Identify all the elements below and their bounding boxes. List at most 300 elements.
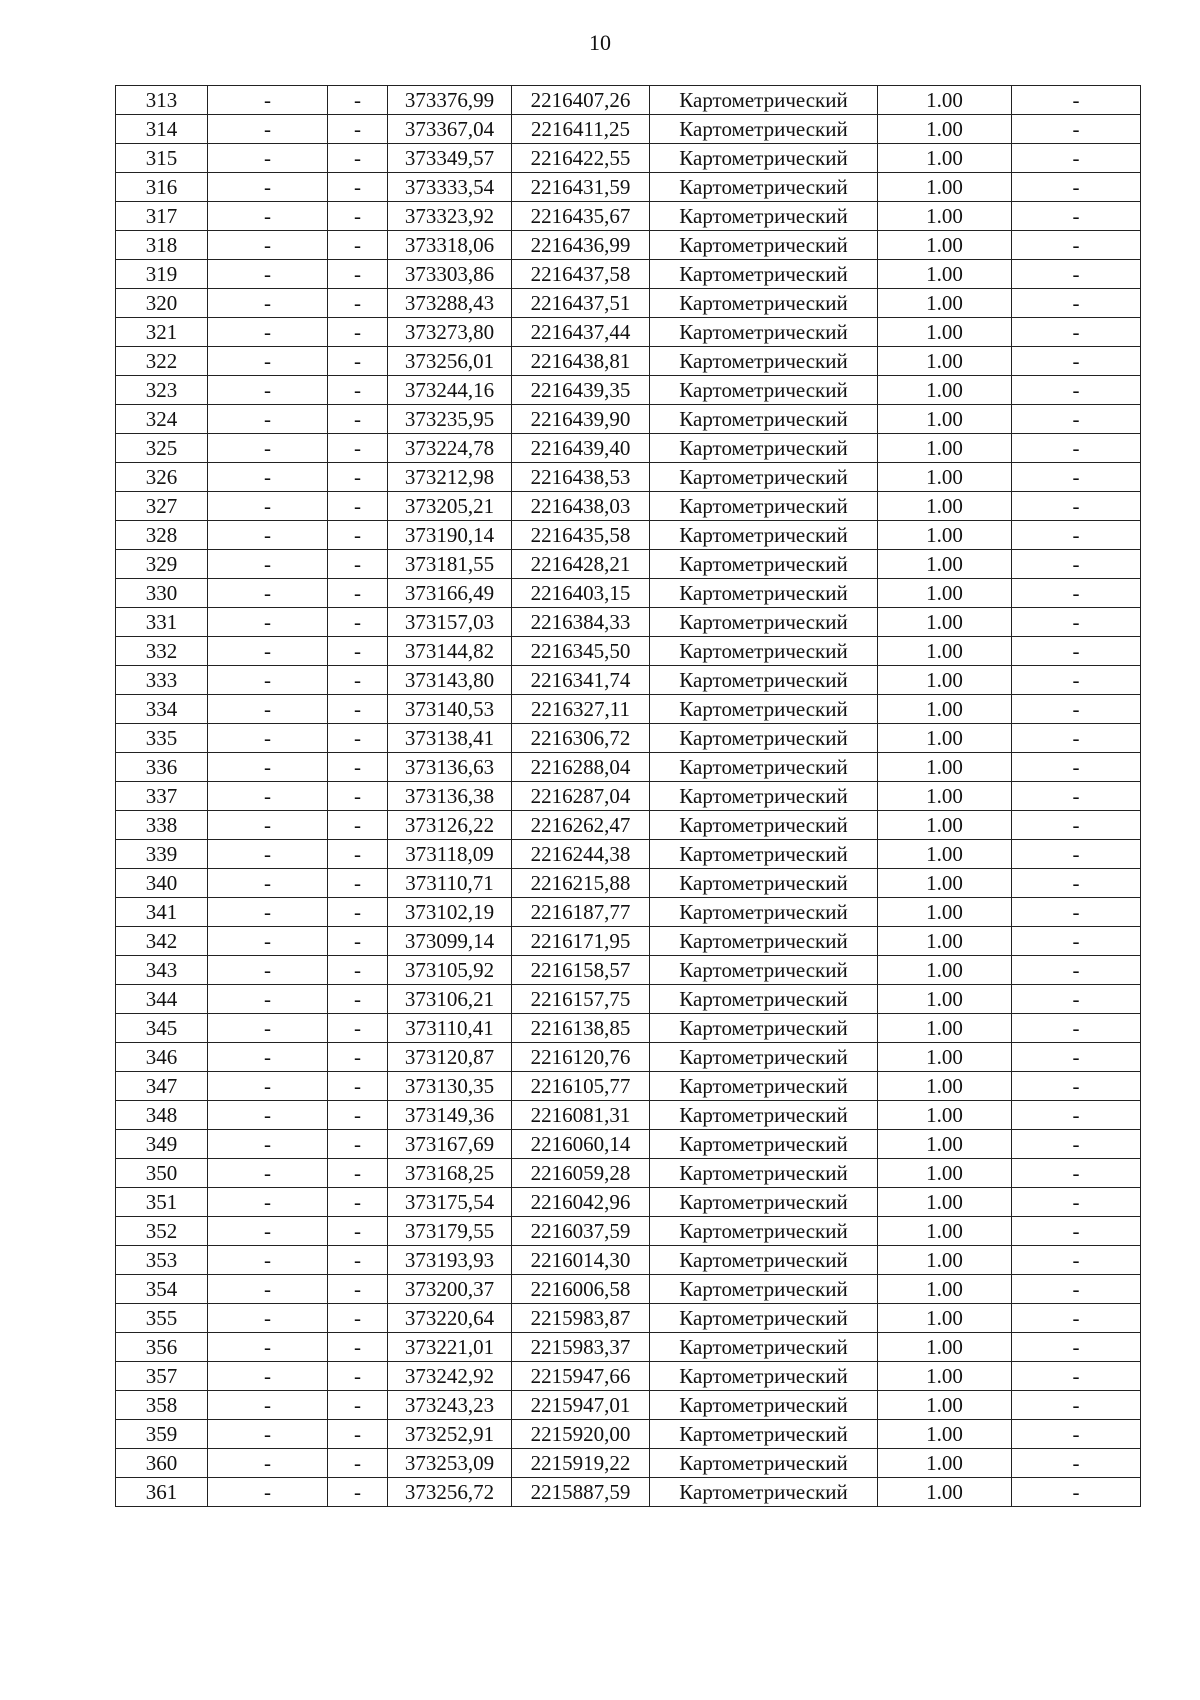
cell-dash-2: - — [328, 1304, 388, 1333]
method: Картометрический — [650, 724, 878, 753]
precision: 1.00 — [878, 1333, 1012, 1362]
method: Картометрический — [650, 492, 878, 521]
precision: 1.00 — [878, 86, 1012, 115]
coord-x: 373193,93 — [388, 1246, 512, 1275]
precision: 1.00 — [878, 1362, 1012, 1391]
coord-y: 2216431,59 — [512, 173, 650, 202]
precision: 1.00 — [878, 637, 1012, 666]
method: Картометрический — [650, 811, 878, 840]
table-row — [116, 405, 1141, 434]
cell-dash-2: - — [328, 173, 388, 202]
cell-dash-3: - — [1012, 1246, 1141, 1275]
coord-y: 2216438,03 — [512, 492, 650, 521]
method: Картометрический — [650, 1159, 878, 1188]
coord-y: 2216060,14 — [512, 1130, 650, 1159]
precision: 1.00 — [878, 1275, 1012, 1304]
cell-dash-1: - — [208, 1275, 328, 1304]
cell-dash-1: - — [208, 666, 328, 695]
table-row — [116, 840, 1141, 869]
cell-dash-1: - — [208, 985, 328, 1014]
cell-dash-2: - — [328, 1014, 388, 1043]
cell-dash-2: - — [328, 144, 388, 173]
precision: 1.00 — [878, 869, 1012, 898]
point-number: 319 — [116, 260, 208, 289]
point-number: 324 — [116, 405, 208, 434]
cell-dash-1: - — [208, 434, 328, 463]
cell-dash-1: - — [208, 1072, 328, 1101]
cell-dash-1: - — [208, 869, 328, 898]
method: Картометрический — [650, 1478, 878, 1507]
method: Картометрический — [650, 347, 878, 376]
cell-dash-1: - — [208, 347, 328, 376]
cell-dash-1: - — [208, 492, 328, 521]
coord-x: 373105,92 — [388, 956, 512, 985]
cell-dash-1: - — [208, 1333, 328, 1362]
coord-y: 2216439,35 — [512, 376, 650, 405]
cell-dash-3: - — [1012, 347, 1141, 376]
cell-dash-2: - — [328, 463, 388, 492]
coord-y: 2216437,44 — [512, 318, 650, 347]
precision: 1.00 — [878, 724, 1012, 753]
coordinates-table — [115, 85, 1141, 1507]
precision: 1.00 — [878, 1101, 1012, 1130]
precision: 1.00 — [878, 956, 1012, 985]
table-row — [116, 724, 1141, 753]
table-body — [116, 86, 1141, 1507]
precision: 1.00 — [878, 1449, 1012, 1478]
cell-dash-1: - — [208, 840, 328, 869]
cell-dash-1: - — [208, 1043, 328, 1072]
cell-dash-3: - — [1012, 1072, 1141, 1101]
cell-dash-3: - — [1012, 115, 1141, 144]
precision: 1.00 — [878, 405, 1012, 434]
method: Картометрический — [650, 318, 878, 347]
coord-x: 373323,92 — [388, 202, 512, 231]
coord-y: 2216014,30 — [512, 1246, 650, 1275]
cell-dash-2: - — [328, 492, 388, 521]
cell-dash-3: - — [1012, 260, 1141, 289]
cell-dash-2: - — [328, 956, 388, 985]
cell-dash-2: - — [328, 1101, 388, 1130]
table-row — [116, 1391, 1141, 1420]
precision: 1.00 — [878, 521, 1012, 550]
coord-x: 373138,41 — [388, 724, 512, 753]
coord-y: 2216435,58 — [512, 521, 650, 550]
table-row — [116, 521, 1141, 550]
precision: 1.00 — [878, 347, 1012, 376]
cell-dash-2: - — [328, 376, 388, 405]
cell-dash-1: - — [208, 1478, 328, 1507]
cell-dash-3: - — [1012, 202, 1141, 231]
coord-x: 373244,16 — [388, 376, 512, 405]
coord-y: 2216345,50 — [512, 637, 650, 666]
coord-x: 373136,38 — [388, 782, 512, 811]
cell-dash-3: - — [1012, 724, 1141, 753]
cell-dash-1: - — [208, 1304, 328, 1333]
cell-dash-2: - — [328, 1188, 388, 1217]
cell-dash-3: - — [1012, 521, 1141, 550]
coord-y: 2216157,75 — [512, 985, 650, 1014]
method: Картометрический — [650, 376, 878, 405]
cell-dash-2: - — [328, 202, 388, 231]
cell-dash-1: - — [208, 579, 328, 608]
coord-y: 2216042,96 — [512, 1188, 650, 1217]
coord-x: 373144,82 — [388, 637, 512, 666]
precision: 1.00 — [878, 318, 1012, 347]
coord-x: 373303,86 — [388, 260, 512, 289]
coord-y: 2216262,47 — [512, 811, 650, 840]
point-number: 329 — [116, 550, 208, 579]
point-number: 345 — [116, 1014, 208, 1043]
cell-dash-3: - — [1012, 144, 1141, 173]
cell-dash-3: - — [1012, 1391, 1141, 1420]
cell-dash-3: - — [1012, 405, 1141, 434]
cell-dash-2: - — [328, 753, 388, 782]
cell-dash-1: - — [208, 173, 328, 202]
table-row — [116, 1159, 1141, 1188]
coord-y: 2216006,58 — [512, 1275, 650, 1304]
precision: 1.00 — [878, 753, 1012, 782]
cell-dash-1: - — [208, 318, 328, 347]
cell-dash-2: - — [328, 1072, 388, 1101]
point-number: 355 — [116, 1304, 208, 1333]
method: Картометрический — [650, 1275, 878, 1304]
cell-dash-2: - — [328, 1275, 388, 1304]
cell-dash-2: - — [328, 898, 388, 927]
coord-x: 373235,95 — [388, 405, 512, 434]
precision: 1.00 — [878, 782, 1012, 811]
cell-dash-1: - — [208, 1391, 328, 1420]
coord-y: 2216403,15 — [512, 579, 650, 608]
coord-x: 373349,57 — [388, 144, 512, 173]
coord-y: 2216439,90 — [512, 405, 650, 434]
point-number: 321 — [116, 318, 208, 347]
cell-dash-3: - — [1012, 1449, 1141, 1478]
cell-dash-1: - — [208, 260, 328, 289]
cell-dash-1: - — [208, 898, 328, 927]
table-row — [116, 985, 1141, 1014]
table-row — [116, 666, 1141, 695]
precision: 1.00 — [878, 115, 1012, 144]
precision: 1.00 — [878, 144, 1012, 173]
point-number: 344 — [116, 985, 208, 1014]
method: Картометрический — [650, 1391, 878, 1420]
point-number: 350 — [116, 1159, 208, 1188]
coord-x: 373221,01 — [388, 1333, 512, 1362]
precision: 1.00 — [878, 1130, 1012, 1159]
cell-dash-2: - — [328, 1478, 388, 1507]
coord-x: 373200,37 — [388, 1275, 512, 1304]
table-row — [116, 956, 1141, 985]
table-row — [116, 318, 1141, 347]
cell-dash-3: - — [1012, 1101, 1141, 1130]
point-number: 342 — [116, 927, 208, 956]
cell-dash-2: - — [328, 289, 388, 318]
coord-y: 2215887,59 — [512, 1478, 650, 1507]
point-number: 346 — [116, 1043, 208, 1072]
point-number: 348 — [116, 1101, 208, 1130]
coord-x: 373143,80 — [388, 666, 512, 695]
table-row — [116, 1043, 1141, 1072]
cell-dash-2: - — [328, 115, 388, 144]
cell-dash-1: - — [208, 1246, 328, 1275]
cell-dash-3: - — [1012, 289, 1141, 318]
coord-x: 373224,78 — [388, 434, 512, 463]
precision: 1.00 — [878, 173, 1012, 202]
cell-dash-1: - — [208, 927, 328, 956]
precision: 1.00 — [878, 463, 1012, 492]
method: Картометрический — [650, 173, 878, 202]
coord-x: 373181,55 — [388, 550, 512, 579]
cell-dash-2: - — [328, 637, 388, 666]
cell-dash-2: - — [328, 1420, 388, 1449]
method: Картометрический — [650, 1449, 878, 1478]
coord-y: 2216105,77 — [512, 1072, 650, 1101]
precision: 1.00 — [878, 927, 1012, 956]
cell-dash-3: - — [1012, 1275, 1141, 1304]
table-row — [116, 434, 1141, 463]
point-number: 315 — [116, 144, 208, 173]
cell-dash-1: - — [208, 86, 328, 115]
point-number: 320 — [116, 289, 208, 318]
cell-dash-2: - — [328, 405, 388, 434]
coord-y: 2215947,66 — [512, 1362, 650, 1391]
cell-dash-3: - — [1012, 173, 1141, 202]
coord-x: 373157,03 — [388, 608, 512, 637]
table-row — [116, 202, 1141, 231]
coord-x: 373256,01 — [388, 347, 512, 376]
point-number: 349 — [116, 1130, 208, 1159]
table-row — [116, 1246, 1141, 1275]
cell-dash-1: - — [208, 1362, 328, 1391]
coord-x: 373140,53 — [388, 695, 512, 724]
method: Картометрический — [650, 521, 878, 550]
cell-dash-2: - — [328, 1159, 388, 1188]
cell-dash-2: - — [328, 434, 388, 463]
cell-dash-3: - — [1012, 637, 1141, 666]
coord-x: 373273,80 — [388, 318, 512, 347]
coord-x: 373167,69 — [388, 1130, 512, 1159]
coord-x: 373333,54 — [388, 173, 512, 202]
point-number: 337 — [116, 782, 208, 811]
coord-x: 373102,19 — [388, 898, 512, 927]
table-row — [116, 1101, 1141, 1130]
method: Картометрический — [650, 1420, 878, 1449]
cell-dash-1: - — [208, 637, 328, 666]
coord-x: 373149,36 — [388, 1101, 512, 1130]
table-row — [116, 1014, 1141, 1043]
point-number: 323 — [116, 376, 208, 405]
method: Картометрический — [650, 1304, 878, 1333]
point-number: 325 — [116, 434, 208, 463]
cell-dash-3: - — [1012, 927, 1141, 956]
coord-y: 2216411,25 — [512, 115, 650, 144]
precision: 1.00 — [878, 1304, 1012, 1333]
coord-x: 373175,54 — [388, 1188, 512, 1217]
point-number: 331 — [116, 608, 208, 637]
method: Картометрический — [650, 608, 878, 637]
cell-dash-2: - — [328, 1449, 388, 1478]
cell-dash-2: - — [328, 231, 388, 260]
table-row — [116, 463, 1141, 492]
coord-x: 373166,49 — [388, 579, 512, 608]
cell-dash-2: - — [328, 1362, 388, 1391]
precision: 1.00 — [878, 1014, 1012, 1043]
coord-x: 373376,99 — [388, 86, 512, 115]
method: Картометрический — [650, 463, 878, 492]
coord-y: 2216407,26 — [512, 86, 650, 115]
cell-dash-2: - — [328, 869, 388, 898]
cell-dash-1: - — [208, 1101, 328, 1130]
cell-dash-3: - — [1012, 376, 1141, 405]
coord-y: 2215983,37 — [512, 1333, 650, 1362]
cell-dash-1: - — [208, 1449, 328, 1478]
precision: 1.00 — [878, 666, 1012, 695]
coord-y: 2216059,28 — [512, 1159, 650, 1188]
coord-x: 373190,14 — [388, 521, 512, 550]
table-row — [116, 1333, 1141, 1362]
cell-dash-3: - — [1012, 1159, 1141, 1188]
cell-dash-1: - — [208, 521, 328, 550]
table-row — [116, 1130, 1141, 1159]
method: Картометрический — [650, 550, 878, 579]
method: Картометрический — [650, 231, 878, 260]
precision: 1.00 — [878, 1159, 1012, 1188]
precision: 1.00 — [878, 898, 1012, 927]
coord-x: 373099,14 — [388, 927, 512, 956]
precision: 1.00 — [878, 1420, 1012, 1449]
method: Картометрический — [650, 782, 878, 811]
cell-dash-2: - — [328, 782, 388, 811]
cell-dash-2: - — [328, 86, 388, 115]
coord-y: 2215920,00 — [512, 1420, 650, 1449]
method: Картометрический — [650, 1130, 878, 1159]
cell-dash-2: - — [328, 550, 388, 579]
table-row — [116, 550, 1141, 579]
coord-y: 2216437,58 — [512, 260, 650, 289]
point-number: 326 — [116, 463, 208, 492]
point-number: 317 — [116, 202, 208, 231]
coord-y: 2216171,95 — [512, 927, 650, 956]
cell-dash-3: - — [1012, 579, 1141, 608]
cell-dash-1: - — [208, 463, 328, 492]
point-number: 360 — [116, 1449, 208, 1478]
table-row — [116, 1449, 1141, 1478]
table-row — [116, 579, 1141, 608]
table-row — [116, 260, 1141, 289]
precision: 1.00 — [878, 1478, 1012, 1507]
coord-y: 2216437,51 — [512, 289, 650, 318]
table-row — [116, 144, 1141, 173]
coord-y: 2216436,99 — [512, 231, 650, 260]
method: Картометрический — [650, 86, 878, 115]
method: Картометрический — [650, 202, 878, 231]
point-number: 330 — [116, 579, 208, 608]
cell-dash-3: - — [1012, 434, 1141, 463]
point-number: 322 — [116, 347, 208, 376]
cell-dash-2: - — [328, 347, 388, 376]
coord-y: 2216120,76 — [512, 1043, 650, 1072]
coord-x: 373130,35 — [388, 1072, 512, 1101]
method: Картометрический — [650, 840, 878, 869]
cell-dash-3: - — [1012, 1478, 1141, 1507]
cell-dash-1: - — [208, 1014, 328, 1043]
table-row — [116, 347, 1141, 376]
coord-x: 373242,92 — [388, 1362, 512, 1391]
table-row — [116, 1304, 1141, 1333]
coord-x: 373110,71 — [388, 869, 512, 898]
coord-x: 373136,63 — [388, 753, 512, 782]
cell-dash-2: - — [328, 1391, 388, 1420]
point-number: 334 — [116, 695, 208, 724]
coord-y: 2216438,81 — [512, 347, 650, 376]
table-row — [116, 782, 1141, 811]
cell-dash-1: - — [208, 724, 328, 753]
point-number: 336 — [116, 753, 208, 782]
coord-y: 2216435,67 — [512, 202, 650, 231]
coord-y: 2215947,01 — [512, 1391, 650, 1420]
table-row — [116, 115, 1141, 144]
point-number: 351 — [116, 1188, 208, 1217]
cell-dash-3: - — [1012, 1362, 1141, 1391]
table-row — [116, 898, 1141, 927]
coord-y: 2216306,72 — [512, 724, 650, 753]
point-number: 358 — [116, 1391, 208, 1420]
cell-dash-1: - — [208, 608, 328, 637]
cell-dash-3: - — [1012, 753, 1141, 782]
coord-x: 373205,21 — [388, 492, 512, 521]
cell-dash-3: - — [1012, 985, 1141, 1014]
precision: 1.00 — [878, 231, 1012, 260]
point-number: 333 — [116, 666, 208, 695]
cell-dash-3: - — [1012, 1217, 1141, 1246]
cell-dash-3: - — [1012, 86, 1141, 115]
point-number: 339 — [116, 840, 208, 869]
cell-dash-3: - — [1012, 550, 1141, 579]
precision: 1.00 — [878, 1246, 1012, 1275]
table-row — [116, 1420, 1141, 1449]
cell-dash-2: - — [328, 695, 388, 724]
table-row — [116, 1362, 1141, 1391]
point-number: 313 — [116, 86, 208, 115]
precision: 1.00 — [878, 289, 1012, 318]
coord-y: 2216438,53 — [512, 463, 650, 492]
coord-x: 373179,55 — [388, 1217, 512, 1246]
coord-y: 2215983,87 — [512, 1304, 650, 1333]
coord-x: 373120,87 — [388, 1043, 512, 1072]
precision: 1.00 — [878, 579, 1012, 608]
cell-dash-2: - — [328, 1246, 388, 1275]
cell-dash-3: - — [1012, 840, 1141, 869]
method: Картометрический — [650, 898, 878, 927]
coord-y: 2216158,57 — [512, 956, 650, 985]
method: Картометрический — [650, 637, 878, 666]
cell-dash-1: - — [208, 376, 328, 405]
point-number: 316 — [116, 173, 208, 202]
point-number: 318 — [116, 231, 208, 260]
coord-y: 2216215,88 — [512, 869, 650, 898]
method: Картометрический — [650, 434, 878, 463]
method: Картометрический — [650, 260, 878, 289]
point-number: 341 — [116, 898, 208, 927]
precision: 1.00 — [878, 260, 1012, 289]
cell-dash-1: - — [208, 695, 328, 724]
method: Картометрический — [650, 1188, 878, 1217]
point-number: 353 — [116, 1246, 208, 1275]
cell-dash-2: - — [328, 1043, 388, 1072]
table-row — [116, 376, 1141, 405]
coord-y: 2216384,33 — [512, 608, 650, 637]
